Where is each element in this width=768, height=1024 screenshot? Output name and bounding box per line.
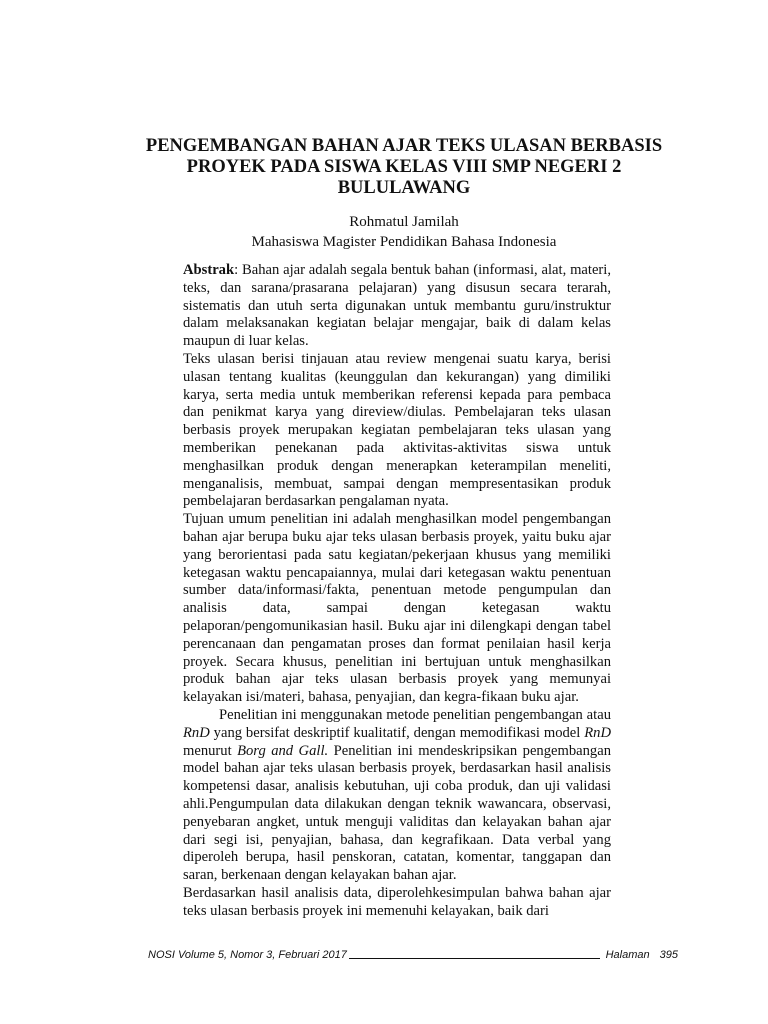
footer-rule: [349, 957, 600, 959]
p4-rnd-1: RnD: [183, 724, 210, 741]
p4-rnd-2: RnD: [584, 724, 611, 741]
p4-part-b: yang bersifat deskriptif kualitatif, dengan memodifikasi model: [209, 724, 585, 741]
author-block: [130, 212, 678, 252]
footer-journal: NOSI Volume 5, Nomor 3, Februari 2017: [148, 949, 347, 961]
abstract-p1-text: : Bahan ajar adalah segala bentuk bahan (informasi, alat, materi, teks, dan sarana/prasarana pelajaran) yang disusun secara terarah, sistematis dan utuh serta digunakan untuk membantu guru/instruktur dalam melaksanakan kegiatan belajar mengajar, baik di dalam kelas maupun di luar kelas.: [183, 262, 611, 350]
abstract-label: Abstrak: [183, 262, 235, 278]
p4-part-c: menurut: [183, 742, 238, 759]
author-affiliation: Mahasiswa Magister Pendidikan Bahasa Indonesia: [251, 234, 557, 250]
footer-page-label: Halaman: [605, 949, 650, 961]
footer-page-number: 395: [659, 949, 678, 961]
author-name: Rohmatul Jamilah: [349, 214, 459, 230]
title-line-2: PROYEK PADA SISWA KELAS VIII SMP NEGERI 2: [186, 157, 622, 177]
abstract-body: [183, 262, 611, 920]
abstract-paragraph-2: Teks ulasan berisi tinjauan atau review mengenai suatu karya, berisi ulasan tentang kualitas (keunggulan dan kekurangan) yang dimiliki karya, serta media untuk memberikan referensi kepada para pembaca dan penikmat karya yang direview/diulas. Pembelajaran teks ulasan berbasis proyek merupakan kegiatan pembelajaran teks ulasan yang memberikan penekanan pada aktivitas-aktivitas siswa untuk menghasilkan produk dengan menerapkan keterampilan meneliti, menganalisis, membuat, sampai dengan mempresentasikan produk pembelajaran berdasarkan pengalaman nyata.: [183, 350, 611, 510]
title-line-1: PENGEMBANGAN BAHAN AJAR TEKS ULASAN BERBASIS: [145, 136, 663, 156]
abstract-paragraph-3: Tujuan umum penelitian ini adalah menghasilkan model pengembangan bahan ajar berupa buku ajar teks ulasan berbasis proyek, yaitu buku ajar yang berorientasi pada satu kegiatan/pekerjaan khusus yang memiliki ketegasan waktu pencapaiannya, mulai dari ketegasan waktu penentuan sumber data/informasi/fakta, penentuan metode pengumpulan dan analisis data, sampai dengan ketegasan waktu pelaporan/pengomunikasian hasil. Buku ajar ini dilengkapi dengan tabel perencanaan dan pengamatan proses dan format penilaian hasil kerja proyek. Secara khusus, penelitian ini bertujuan untuk menghasilkan produk bahan ajar teks ulasan berbasis proyek yang memunyai kelayakan isi/materi, bahasa, penyajian, dan kegra-fikaan buku ajar.: [183, 511, 611, 706]
page-footer: [148, 948, 678, 962]
p4-part-a: Penelitian ini menggunakan metode penelitian pengembangan atau: [219, 706, 611, 723]
p4-part-d: Penelitian ini mendeskripsikan pengembangan model bahan ajar teks ulasan berbasis proyek, berdasarkan hasil analisis kompetensi dasar, analisis kebutuhan, uji coba produk, dan uji validasi ahli.Pengumpulan data dilakukan dengan teknik wawancara, observasi, penyebaran angket, untuk menguji validitas dan kelayakan bahan ajar dari segi isi, penyajian, bahasa, dan kegrafikaan. Data verbal yang diperoleh berupa, hasil penskoran, catatan, komentar, tanggapan dan saran, berkenaan dengan kelayakan bahan ajar.: [183, 742, 611, 884]
title-line-3: BULULAWANG: [337, 178, 471, 198]
abstract-paragraph-1: [183, 262, 611, 351]
paper-title: [130, 136, 678, 199]
p4-borg-gall: Borg and Gall.: [237, 742, 329, 759]
abstract-paragraph-4: [183, 707, 611, 885]
abstract-paragraph-5: Berdasarkan hasil analisis data, diperolehkesimpulan bahwa bahan ajar teks ulasan berbasis proyek ini memenuhi kelayakan, baik dari: [183, 884, 611, 919]
